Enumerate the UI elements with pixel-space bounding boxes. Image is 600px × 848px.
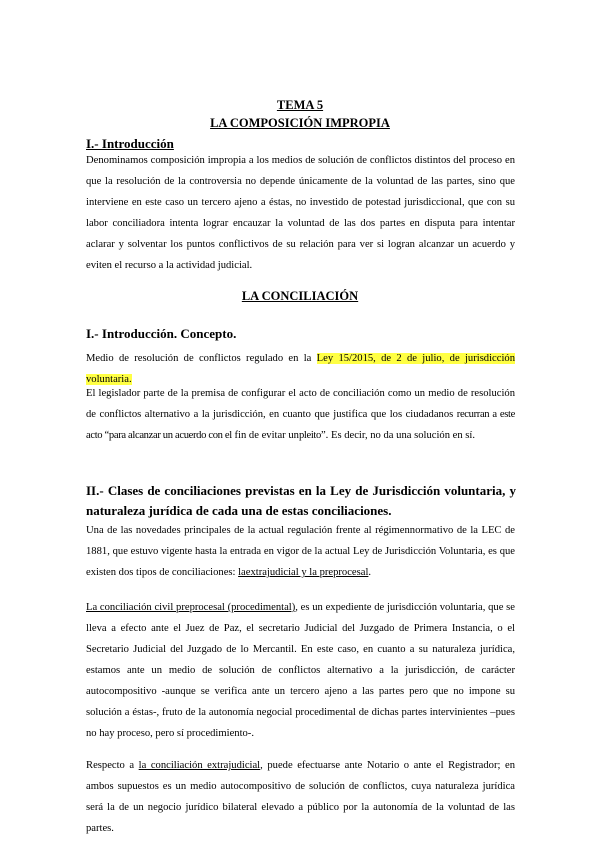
clases-p2-rest: , es un expediente de jurisdicción voluntaria, que se lleva a efecto ante el Juez de Paz, el secretario Judicial del Juzgado de Primera Instancia, o el Secretario Judicial del Juzgado de lo Mercantil. En este caso, en cuanto a su naturaleza jurídica, estamos ante un medio de solución de conflictos alternativo a la jurisdicción, de carácter autocompositivo -aunque se verifica ante un tercero ajeno a las partes pero que no impone su solución a éstas-, fruto de la autonomía negocial procedimental de dichas partes intervinientes –pues no hay proceso, pero sí procedimiento-. — [86, 602, 515, 739]
concepto-p2-a: El legislador parte de la premisa de configurar el acto de conciliación como un medio de resolución de conflictos alternativo a la jurisdicción, en cuanto que justifica que los ciudadanos — [86, 388, 515, 420]
extrajudicial-term: la conciliación extrajudicial — [138, 760, 261, 771]
concepto-p2-b: recurran a este acto “para alcanzar un acuerdo con el — [86, 409, 516, 441]
conciliacion-title: LA CONCILIACIÓN — [241, 289, 359, 303]
concepto-paragraph-2 — [86, 383, 515, 446]
intro-paragraph: Denominamos composición impropia a los medios de solución de conflictos distintos del proceso en que la resolución de la controversia no depende únicamente de la voluntad de las partes, sino que interviene en este caso un tercero ajeno a éstas, no investido de potestad jurisdiccional, que con su labor conciliadora intenta lograr encauzar la voluntad de las dos partes en disputa para intentar aclarar y solventar los puntos conflictivos de su relación para ver si logran alcanzar un acuerdo y eviten el recurso a la actividad judicial. — [86, 155, 515, 271]
tema-number: TEMA 5 — [276, 98, 324, 112]
clases-p3-a: Respecto a — [86, 760, 139, 771]
clases-paragraph-1 — [86, 520, 515, 583]
concepto-p1-text: Medio de resolución de conflictos regulado en la — [86, 353, 317, 364]
concepto-p2-c: fin de evitar un — [231, 430, 299, 441]
ley-highlight: Ley 15/2015, de 2 de julio, de jurisdicción voluntaria. — [86, 353, 515, 385]
concepto-heading: I.- Introducción. Concepto. — [86, 326, 237, 341]
document-title: LA COMPOSICIÓN IMPROPIA — [210, 116, 390, 130]
concepto-p2-d: pleito — [298, 430, 321, 441]
clases-p3-b: , puede efectuarse ante Notario o ante el Registrador; en ambos supuestos es un medio autocompositivo de solución de conflictos, cuya naturaleza jurídica será la de un negocio jurídico bilateral elevado a público por la autonomía de la voluntad de las partes. — [86, 760, 515, 834]
clases-paragraph-3 — [86, 755, 515, 839]
preprocesal-term: La conciliación civil preprocesal (procedimental) — [86, 602, 296, 613]
concepto-p2-e: ”. Es decir, no da una solución en sí. — [320, 430, 475, 441]
clases-p1-b: . — [368, 567, 372, 578]
clases-paragraph-2 — [86, 597, 515, 744]
clases-p1-a: Una de las novedades principales de la actual regulación frente al régimennormativo de la LEC de 1881, que estuvo vigente hasta la entrada en vigor de la actual Ley de Jurisdicción Voluntaria, es que existen dos tipos de conciliaciones: — [86, 525, 515, 578]
clases-p1-underline: laextrajudicial y la preprocesal — [238, 567, 369, 578]
clases-heading: II.- Clases de conciliaciones previstas en la Ley de Jurisdicción voluntaria, y naturaleza jurídica de cada una de estas conciliaciones. — [86, 483, 516, 518]
intro-heading: I.- Introducción — [86, 136, 174, 151]
